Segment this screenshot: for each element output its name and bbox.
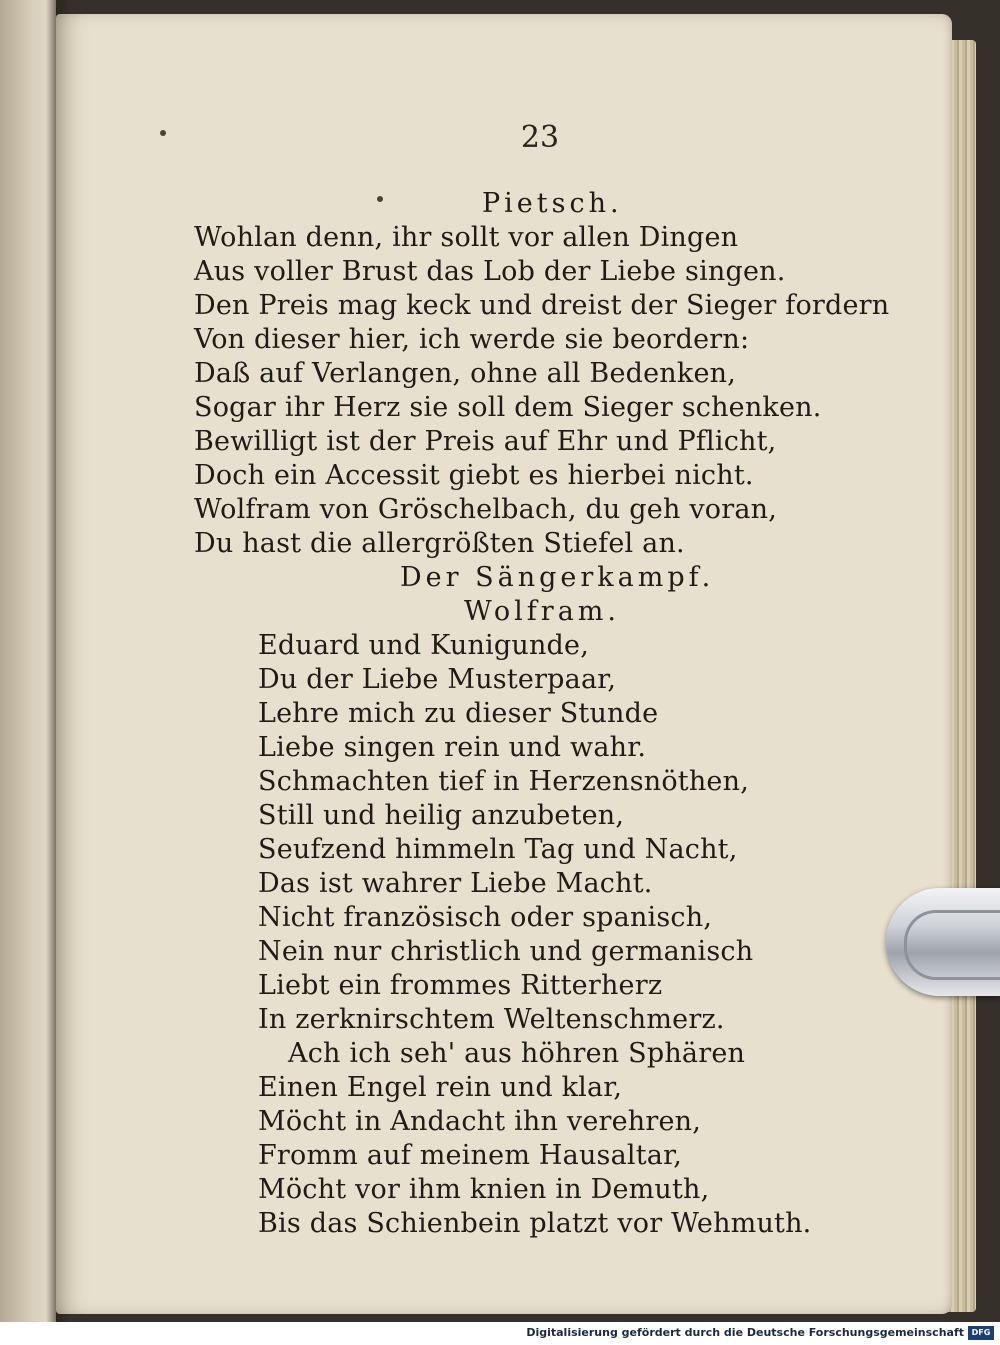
speech-line: Daß auf Verlangen, ohne all Bedenken, xyxy=(194,358,736,389)
song-line: Fromm auf meinem Hausaltar, xyxy=(258,1140,683,1171)
song-line: Das ist wahrer Liebe Macht. xyxy=(258,868,653,899)
song-line: Schmachten tief in Herzensnöthen, xyxy=(258,766,749,797)
song-line: Möcht in Andacht ihn verehren, xyxy=(258,1106,702,1137)
speech-line: Doch ein Accessit giebt es hierbei nicht. xyxy=(194,460,754,491)
dfg-logo: DFG xyxy=(968,1326,994,1340)
speech-line: Du hast die allergrößten Stiefel an. xyxy=(194,528,685,559)
song-line: Möcht vor ihm knien in Demuth, xyxy=(258,1174,710,1205)
footer-bar xyxy=(0,1322,1000,1345)
song-line: Du der Liebe Musterpaar, xyxy=(258,664,617,695)
song-line: Nicht französisch oder spanisch, xyxy=(258,902,713,933)
page-number: 23 xyxy=(520,120,560,155)
show-through-text xyxy=(836,204,986,1264)
speech-line: Wolfram von Gröschelbach, du geh voran, xyxy=(194,494,778,525)
speech-line: Den Preis mag keck und dreist der Sieger fordern xyxy=(194,290,890,321)
song-speaker-heading: Wolfram. xyxy=(464,596,620,627)
song-line: Liebe singen rein und wahr. xyxy=(258,732,647,763)
song-line: Ach ich seh' aus höhren Sphären xyxy=(288,1038,746,1069)
funding-credit: Digitalisierung gefördert durch die Deutsche Forschungsgemeinschaft xyxy=(526,1326,964,1339)
page-clip-loop xyxy=(904,910,1000,980)
ink-speck xyxy=(160,130,166,136)
speaker-heading: Pietsch. xyxy=(482,188,623,219)
speech-line: Wohlan denn, ihr sollt vor allen Dingen xyxy=(194,222,739,253)
song-line: Seufzend himmeln Tag und Nacht, xyxy=(258,834,738,865)
speech-line: Aus voller Brust das Lob der Liebe singen. xyxy=(194,256,786,287)
speech-line: Bewilligt ist der Preis auf Ehr und Pflicht, xyxy=(194,426,777,457)
page-clip xyxy=(886,888,1000,996)
ink-speck xyxy=(377,196,383,202)
song-line: In zerknirschtem Weltenschmerz. xyxy=(258,1004,725,1035)
speech-line: Von dieser hier, ich werde sie beordern: xyxy=(194,324,750,355)
song-line: Liebt ein frommes Ritterherz xyxy=(258,970,663,1001)
song-line: Still und heilig anzubeten, xyxy=(258,800,625,831)
song-line: Lehre mich zu dieser Stunde xyxy=(258,698,659,729)
song-line: Eduard und Kunigunde, xyxy=(258,630,589,661)
song-line: Nein nur christlich und germanisch xyxy=(258,936,754,967)
speech-line: Sogar ihr Herz sie soll dem Sieger schenken. xyxy=(194,392,822,423)
song-line: Einen Engel rein und klar, xyxy=(258,1072,623,1103)
song-line: Bis das Schienbein platzt vor Wehmuth. xyxy=(258,1208,812,1239)
section-title: Der Sängerkampf. xyxy=(400,562,715,593)
